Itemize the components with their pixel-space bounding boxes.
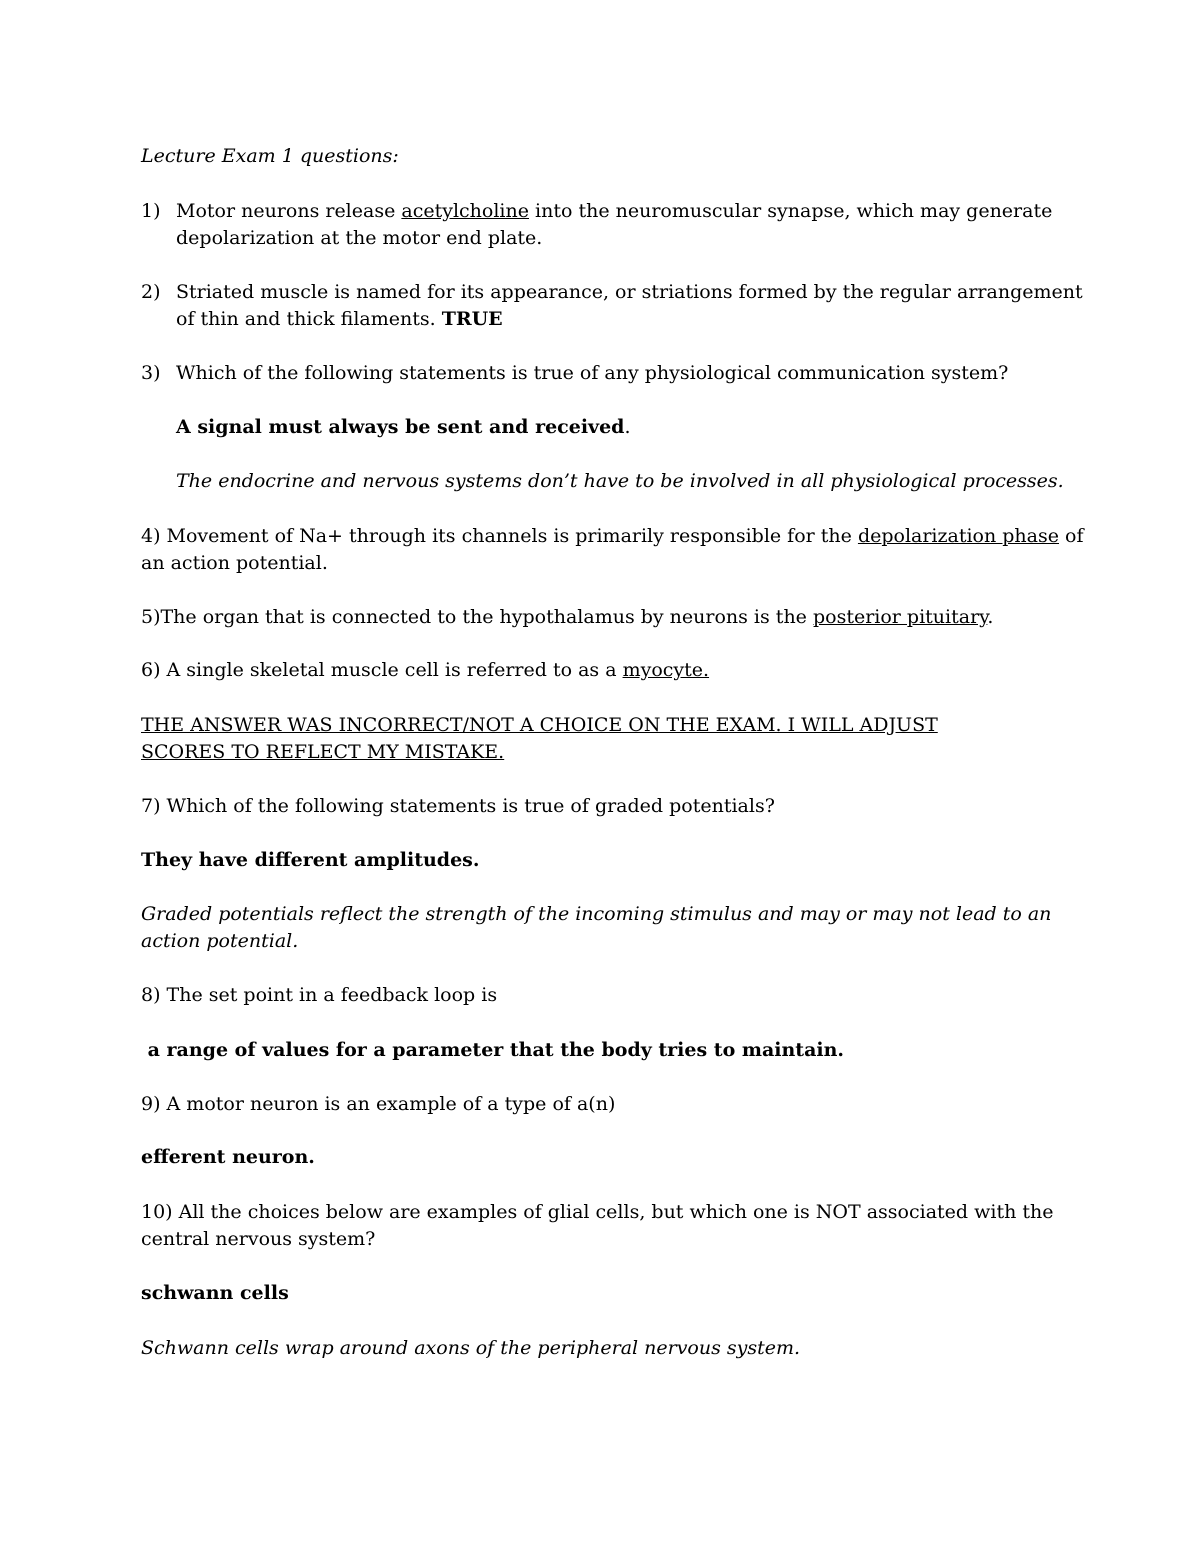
q4-answer: depolarization phase xyxy=(857,525,1059,547)
q1-line1: Motor neurons release acetylcholine into the neuromuscular synapse, which may generate xyxy=(176,200,1053,222)
q3-answer: A signal must always be sent and received. xyxy=(176,416,631,438)
q7-explanation-line1: Graded potentials reflect the strength of the incoming stimulus and may or may not lead to an xyxy=(141,903,1052,925)
q6-line: 6) A single skeletal muscle cell is referred to as a myocyte. xyxy=(141,659,710,681)
q3-explanation: The endocrine and nervous systems don’t have to be involved in all physiological processes. xyxy=(176,470,1064,492)
q7-answer: They have different amplitudes. xyxy=(141,849,480,871)
q10-line2: central nervous system? xyxy=(141,1228,376,1250)
q4-line2: an action potential. xyxy=(141,552,328,574)
exam-heading: Lecture Exam 1 questions: xyxy=(141,145,399,167)
q8-answer: a range of values for a parameter that the body tries to maintain. xyxy=(141,1039,845,1061)
q6-answer: myocyte. xyxy=(622,659,710,681)
q7-explanation-line2: action potential. xyxy=(141,930,299,952)
q6-note-line2: SCORES TO REFLECT MY MISTAKE. xyxy=(141,741,505,763)
q9-answer: efferent neuron. xyxy=(141,1146,315,1168)
q9-question: 9) A motor neuron is an example of a type of a(n) xyxy=(141,1093,616,1115)
q6-note-line1: THE ANSWER WAS INCORRECT/NOT A CHOICE ON THE EXAM. I WILL ADJUST xyxy=(141,714,938,736)
q5-line: 5)The organ that is connected to the hypothalamus by neurons is the posterior pituitary. xyxy=(141,606,994,628)
q5-answer: posterior pituitary xyxy=(812,606,988,628)
q10-line1: 10) All the choices below are examples of glial cells, but which one is NOT associated with the xyxy=(141,1201,1054,1223)
q3-number: 3) xyxy=(141,362,161,384)
q2-line1: Striated muscle is named for its appearance, or striations formed by the regular arrangement xyxy=(176,281,1083,303)
q1-number: 1) xyxy=(141,200,161,222)
q1-line2: depolarization at the motor end plate. xyxy=(176,227,543,249)
q10-answer: schwann cells xyxy=(141,1282,289,1304)
q2-number: 2) xyxy=(141,281,161,303)
q2-line2: of thin and thick filaments. TRUE xyxy=(176,308,503,330)
q1-answer: acetylcholine xyxy=(401,200,529,222)
q10-explanation: Schwann cells wrap around axons of the peripheral nervous system. xyxy=(141,1337,801,1359)
q8-question: 8) The set point in a feedback loop is xyxy=(141,984,498,1006)
q4-line1: 4) Movement of Na+ through its channels is primarily responsible for the depolarization phase of xyxy=(141,525,1084,547)
q3-question: Which of the following statements is true of any physiological communication system? xyxy=(176,362,1009,384)
q7-question: 7) Which of the following statements is true of graded potentials? xyxy=(141,795,775,817)
q2-answer: TRUE xyxy=(441,308,503,330)
